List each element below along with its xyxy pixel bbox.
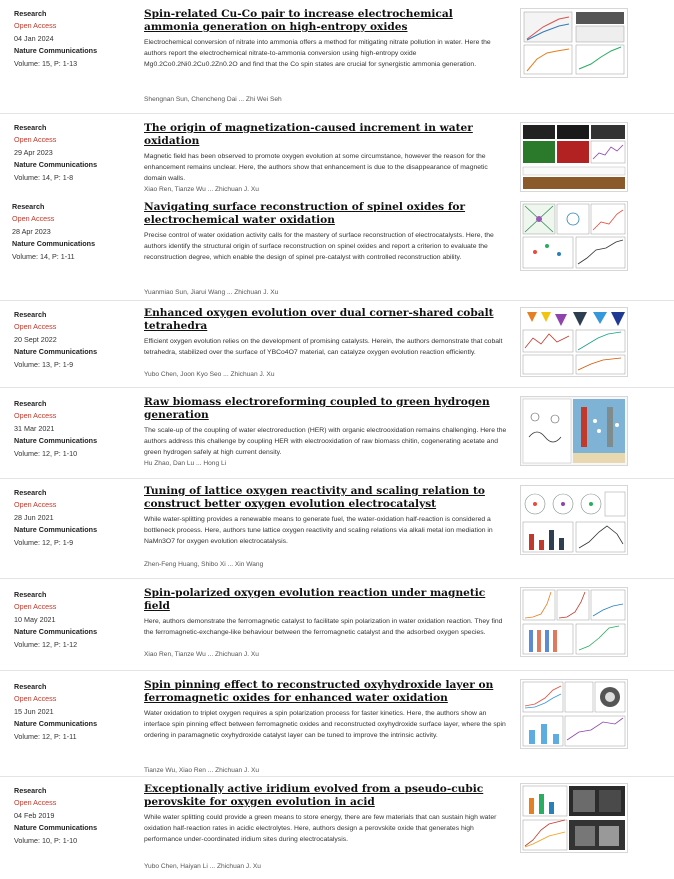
article-authors: Xiao Ren, Tianze Wu ... Zhichuan J. Xu: [144, 186, 259, 193]
article-meta: [14, 122, 139, 184]
journal-name: Nature Communications: [14, 719, 98, 729]
article-title-link[interactable]: Spin pinning effect to reconstructed oxyhydroxide layer on ferromagnetic oxides for enhanced water oxidation: [144, 679, 494, 704]
journal-name: Nature Communications: [14, 347, 98, 357]
article-authors: Xiao Ren, Tianze Wu ... Zhichuan J. Xu: [144, 651, 259, 658]
article-abstract: The scale-up of the coupling of water electroreduction (HER) with organic electrooxidation remains challenging. Here the authors address this challenge by coupling HER with electrooxidation of raw biomass chitin, cogenerating acetate and green hydrogen safely at high current density.: [144, 427, 507, 457]
article-type: Research: [12, 202, 45, 211]
article-volume: Volume: 15, P: 1-13: [14, 58, 78, 68]
journal-name: Nature Communications: [14, 525, 98, 535]
article-type: Research: [14, 786, 47, 795]
article-thumbnail[interactable]: [520, 396, 628, 466]
article-title-link[interactable]: Raw biomass electroreforming coupled to green hydrogen generation: [144, 396, 490, 421]
article-thumbnail[interactable]: [520, 587, 628, 657]
article-thumbnail[interactable]: [520, 485, 628, 555]
article-card: [0, 776, 674, 879]
article-title-link[interactable]: Spin-polarized oxygen evolution reaction under magnetic field: [144, 587, 486, 612]
article-meta: [14, 8, 139, 70]
open-access-badge: Open Access: [14, 21, 57, 31]
article-meta: [14, 785, 139, 847]
article-authors: Yubo Chen, Joon Kyo Seo ... Zhichuan J. Xu: [144, 371, 275, 378]
article-thumbnail[interactable]: [520, 122, 628, 192]
open-access-badge: Open Access: [14, 694, 57, 704]
article-thumbnail[interactable]: [520, 8, 628, 78]
article-date: 28 Apr 2023: [12, 226, 51, 236]
article-card: [0, 201, 674, 299]
article-volume: Volume: 14, P: 1-8: [14, 172, 74, 182]
article-type: Research: [14, 399, 47, 408]
article-date: 04 Jan 2024: [14, 33, 54, 43]
article-type: Research: [14, 682, 47, 691]
article-abstract: Electrochemical conversion of nitrate into ammonia offers a method for mitigating nitrate pollution in water. Here the authors report the electrochemical nitrate-to-ammonia conversion using high-entropy oxide Mg0.2Co0.2Ni0.2Cu0.2Zn0.2O and find that the Co spin states are crucial for synergistic ammonia generation.: [144, 39, 491, 69]
open-access-badge: Open Access: [14, 135, 57, 145]
article-authors: Hu Zhao, Dan Lu ... Hong Li: [144, 460, 227, 467]
journal-name: Nature Communications: [12, 239, 96, 249]
article-title-link[interactable]: Exceptionally active iridium evolved from a pseudo-cubic perovskite for oxygen evolution in acid: [144, 783, 484, 808]
journal-name: Nature Communications: [14, 823, 98, 833]
article-card: [0, 113, 674, 197]
open-access-badge: Open Access: [14, 602, 57, 612]
open-access-badge: Open Access: [14, 322, 57, 332]
article-title-link[interactable]: Enhanced oxygen evolution over dual corner-shared cobalt tetrahedra: [144, 307, 494, 332]
article-title-link[interactable]: The origin of magnetization-caused increment in water oxidation: [144, 122, 473, 147]
article-meta: [14, 487, 139, 549]
article-date: 04 Feb 2019: [14, 810, 55, 820]
article-date: 15 Jun 2021: [14, 706, 54, 716]
article-abstract: While water splitting could provide a green means to store energy, there are few materials that can sustain high water oxidation half-reaction rates in acidic electrolytes. Here, authors design a perovskite oxide that generates high performance under-coordinated iridium sites during electrocatalysis.: [144, 814, 497, 844]
article-abstract: Water oxidation to triplet oxygen requires a spin polarization process for faster kinetics. Here, the authors show an interface spin pinning effect between ferromagnetic oxides and reconstructed oxyhydroxide surface layer, where the spin ordering in paramagnetic oxyhydroxide catalyst layer can be tuned to improve the intrinsic activity.: [144, 710, 506, 740]
article-meta: [12, 201, 137, 263]
article-type: Research: [14, 9, 47, 18]
article-type: Research: [14, 488, 47, 497]
article-date: 10 May 2021: [14, 614, 56, 624]
article-title-link[interactable]: Navigating surface reconstruction of spinel oxides for electrochemical water oxidation: [144, 201, 466, 226]
article-volume: Volume: 10, P: 1-10: [14, 835, 78, 845]
article-date: 20 Sept 2022: [14, 334, 57, 344]
journal-name: Nature Communications: [14, 160, 98, 170]
open-access-badge: Open Access: [14, 798, 57, 808]
article-volume: Volume: 12, P: 1-11: [14, 731, 77, 741]
article-abstract: Magnetic field has been observed to promote oxygen evolution at some circumstance, however the reason for the enhancement remains unclear. Here, the authors show that enhancement is due to the disappearance of magnetic domain walls.: [144, 153, 488, 183]
article-authors: Yuanmiao Sun, Jiarui Wang ... Zhichuan J. Xu: [144, 289, 279, 296]
article-thumbnail[interactable]: [520, 679, 628, 749]
article-card: [0, 8, 674, 108]
article-volume: Volume: 14, P: 1-11: [12, 251, 75, 261]
article-meta: [14, 309, 139, 371]
journal-name: Nature Communications: [14, 436, 98, 446]
article-meta: [14, 589, 139, 651]
article-card: [0, 387, 674, 478]
article-date: 31 Mar 2021: [14, 423, 55, 433]
article-abstract: Efficient oxygen evolution relies on the development of promising catalysts. Herein, the authors demonstrate that cobalt tetrahedra, stabilized over the surface of YBCo4O7 material, can catalyze oxygen evolution reaction efficiently.: [144, 338, 503, 357]
article-type: Research: [14, 310, 47, 319]
article-card: [0, 670, 674, 775]
article-abstract: While water-splitting provides a renewable means to generate fuel, the water-oxidation half-reaction is considered a bottleneck process. Here, authors tune lattice oxygen reactivity and scaling relations via alkali metal ion mediation in NaMn3O7 for oxygen evolution electrocatalysis.: [144, 516, 493, 546]
article-thumbnail[interactable]: [520, 201, 628, 271]
article-volume: Volume: 12, P: 1-12: [14, 639, 78, 649]
open-access-badge: Open Access: [14, 411, 57, 421]
article-authors: Yubo Chen, Haiyan Li ... Zhichuan J. Xu: [144, 863, 261, 870]
article-title-link[interactable]: Tuning of lattice oxygen reactivity and scaling relation to construct better oxygen evolution electrocatalyst: [144, 485, 485, 510]
article-meta: [14, 398, 139, 460]
journal-name: Nature Communications: [14, 627, 98, 637]
article-abstract: Here, authors demonstrate the ferromagnetic catalyst to facilitate spin polarization in water oxidation reaction. They find the ferromagnetic-exchange-like behaviour between the ferromagnetic catalyst and the adsorbed oxygen species.: [144, 618, 503, 637]
article-meta: [14, 681, 139, 743]
article-date: 29 Apr 2023: [14, 147, 53, 157]
article-authors: Tianze Wu, Xiao Ren ... Zhichuan J. Xu: [144, 767, 260, 774]
article-type: Research: [14, 123, 47, 132]
article-date: 28 Jun 2021: [14, 512, 54, 522]
article-authors: Shengnan Sun, Chencheng Dai ... Zhi Wei Seh: [144, 96, 282, 103]
article-card: [0, 578, 674, 665]
article-authors: Zhen-Feng Huang, Shibo Xi ... Xin Wang: [144, 561, 264, 568]
article-abstract: Precise control of water oxidation activity calls for the mastery of surface reconstruction of electrocatalysts. Here, the authors identify the structural origin of surface reconstruction on spinel oxides and report a criterion to evaluate the reconstruction degree, which enable the design of spinel pre-catalyst with controlled reconstruction ability.: [144, 232, 494, 262]
article-type: Research: [14, 590, 47, 599]
article-title-link[interactable]: Spin-related Cu-Co pair to increase electrochemical ammonia generation on high-entropy oxides: [144, 8, 453, 33]
article-volume: Volume: 12, P: 1-9: [14, 537, 74, 547]
open-access-badge: Open Access: [12, 214, 55, 224]
article-card: [0, 478, 674, 575]
article-thumbnail[interactable]: [520, 783, 628, 853]
article-volume: Volume: 13, P: 1-9: [14, 359, 74, 369]
article-thumbnail[interactable]: [520, 307, 628, 377]
article-card: [0, 300, 674, 385]
journal-name: Nature Communications: [14, 46, 98, 56]
article-volume: Volume: 12, P: 1-10: [14, 448, 78, 458]
open-access-badge: Open Access: [14, 500, 57, 510]
